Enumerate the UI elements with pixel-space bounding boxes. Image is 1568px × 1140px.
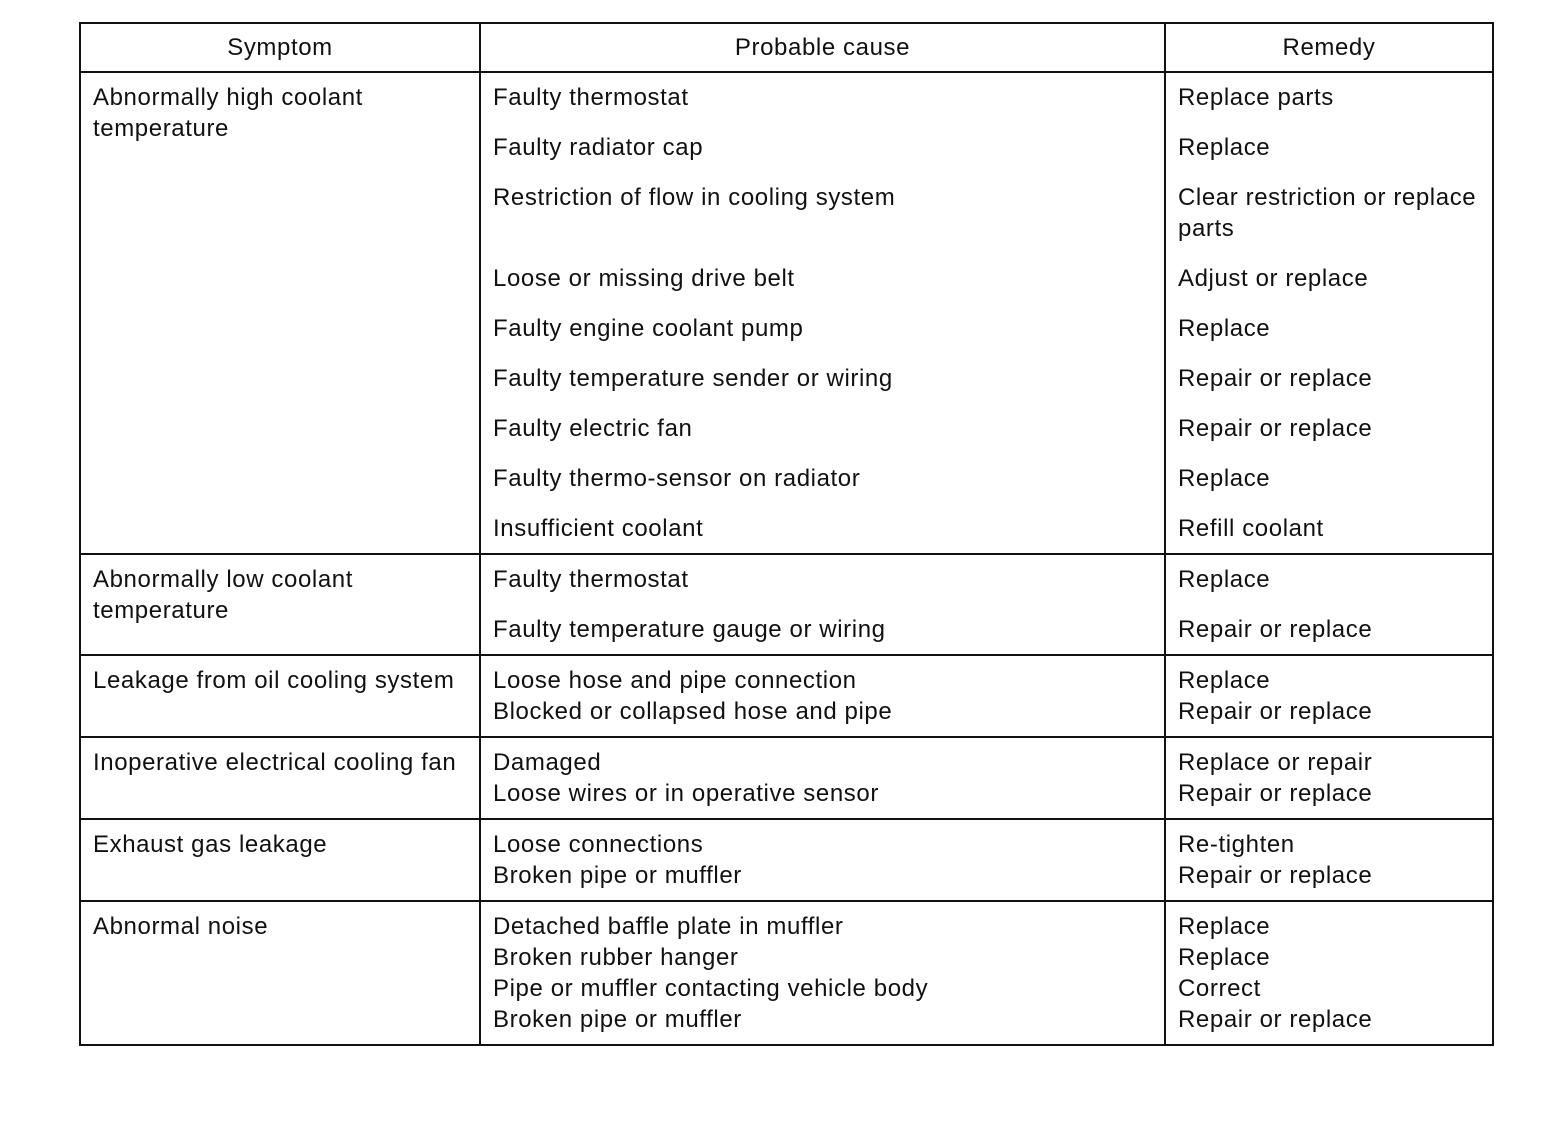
cause-text: Faulty temperature gauge or wiring bbox=[493, 616, 886, 643]
remedy-cell bbox=[1165, 554, 1493, 655]
cause-text: Faulty thermostat bbox=[493, 566, 689, 593]
remedy-text: Replace bbox=[1178, 667, 1271, 694]
cause-cell bbox=[480, 554, 1165, 655]
cause-text: Faulty engine coolant pump bbox=[493, 315, 804, 342]
remedy-cell bbox=[1165, 901, 1493, 1045]
remedy-text: Repair or replace bbox=[1178, 415, 1373, 442]
cause-cell bbox=[480, 901, 1165, 1045]
cause-text: Detached baffle plate in muffler bbox=[493, 913, 844, 940]
remedy-text: Replace bbox=[1178, 566, 1271, 593]
table-row bbox=[80, 655, 1493, 737]
table-row bbox=[80, 72, 1493, 554]
symptom-cell bbox=[80, 901, 480, 1045]
symptom-text: Abnormal noise bbox=[93, 913, 269, 940]
remedy-cell bbox=[1165, 655, 1493, 737]
cause-text: Loose hose and pipe connection bbox=[493, 667, 857, 694]
header-remedy: Remedy bbox=[1165, 23, 1493, 72]
symptom-text: Inoperative electrical cooling fan bbox=[93, 749, 457, 776]
troubleshooting-table bbox=[79, 22, 1494, 1046]
symptom-text: Leakage from oil cooling system bbox=[93, 667, 455, 694]
remedy-text: Replace bbox=[1178, 465, 1271, 492]
remedy-text: Replace bbox=[1178, 134, 1271, 161]
symptom-cell bbox=[80, 72, 480, 554]
cause-cell bbox=[480, 655, 1165, 737]
cause-text: Insufficient coolant bbox=[493, 515, 704, 542]
symptom-cell bbox=[80, 737, 480, 819]
cause-text: Faulty thermo-sensor on radiator bbox=[493, 465, 861, 492]
header-symptom: Symptom bbox=[80, 23, 480, 72]
remedy-text: Refill coolant bbox=[1178, 515, 1324, 542]
cause-text: Faulty radiator cap bbox=[493, 134, 704, 161]
remedy-text: Correct bbox=[1178, 975, 1261, 1002]
remedy-text: Replace bbox=[1178, 913, 1271, 940]
remedy-text: Replace or repair bbox=[1178, 749, 1373, 776]
cause-text: Loose connections bbox=[493, 831, 704, 858]
symptom-cell bbox=[80, 655, 480, 737]
cause-cell bbox=[480, 72, 1165, 554]
remedy-text: Repair or replace bbox=[1178, 616, 1373, 643]
cause-text: Faulty electric fan bbox=[493, 415, 693, 442]
remedy-cell bbox=[1165, 72, 1493, 554]
symptom-text: Exhaust gas leakage bbox=[93, 831, 328, 858]
cause-text: Restriction of flow in cooling system bbox=[493, 184, 896, 211]
remedy-text: Re-tighten bbox=[1178, 831, 1295, 858]
remedy-text: Clear restriction or replace parts bbox=[1178, 184, 1477, 242]
remedy-text: Replace bbox=[1178, 315, 1271, 342]
cause-text: Faulty temperature sender or wiring bbox=[493, 365, 893, 392]
symptom-cell bbox=[80, 554, 480, 655]
remedy-text: Repair or replace bbox=[1178, 365, 1373, 392]
symptom-text: Abnormally high coolant temperature bbox=[93, 84, 363, 142]
table-row bbox=[80, 737, 1493, 819]
cause-text: Broken pipe or muffler bbox=[493, 1006, 742, 1033]
table-row bbox=[80, 554, 1493, 655]
header-probable-cause: Probable cause bbox=[480, 23, 1165, 72]
cause-text: Pipe or muffler contacting vehicle body bbox=[493, 975, 929, 1002]
header-row bbox=[80, 23, 1493, 72]
remedy-text: Replace parts bbox=[1178, 84, 1334, 111]
remedy-text: Repair or replace bbox=[1178, 780, 1373, 807]
remedy-cell bbox=[1165, 819, 1493, 901]
table-row bbox=[80, 819, 1493, 901]
cause-text: Broken pipe or muffler bbox=[493, 862, 742, 889]
cause-text: Loose or missing drive belt bbox=[493, 265, 795, 292]
table-row bbox=[80, 901, 1493, 1045]
cause-text: Blocked or collapsed hose and pipe bbox=[493, 698, 893, 725]
cause-text: Faulty thermostat bbox=[493, 84, 689, 111]
remedy-text: Repair or replace bbox=[1178, 1006, 1373, 1033]
remedy-text: Repair or replace bbox=[1178, 862, 1373, 889]
cause-text: Broken rubber hanger bbox=[493, 944, 739, 971]
symptom-text: Abnormally low coolant temperature bbox=[93, 566, 353, 624]
remedy-text: Adjust or replace bbox=[1178, 265, 1369, 292]
remedy-text: Replace bbox=[1178, 944, 1271, 971]
remedy-text: Repair or replace bbox=[1178, 698, 1373, 725]
cause-cell bbox=[480, 819, 1165, 901]
symptom-cell bbox=[80, 819, 480, 901]
remedy-cell bbox=[1165, 737, 1493, 819]
cause-text: Loose wires or in operative sensor bbox=[493, 780, 879, 807]
cause-cell bbox=[480, 737, 1165, 819]
cause-text: Damaged bbox=[493, 749, 602, 776]
